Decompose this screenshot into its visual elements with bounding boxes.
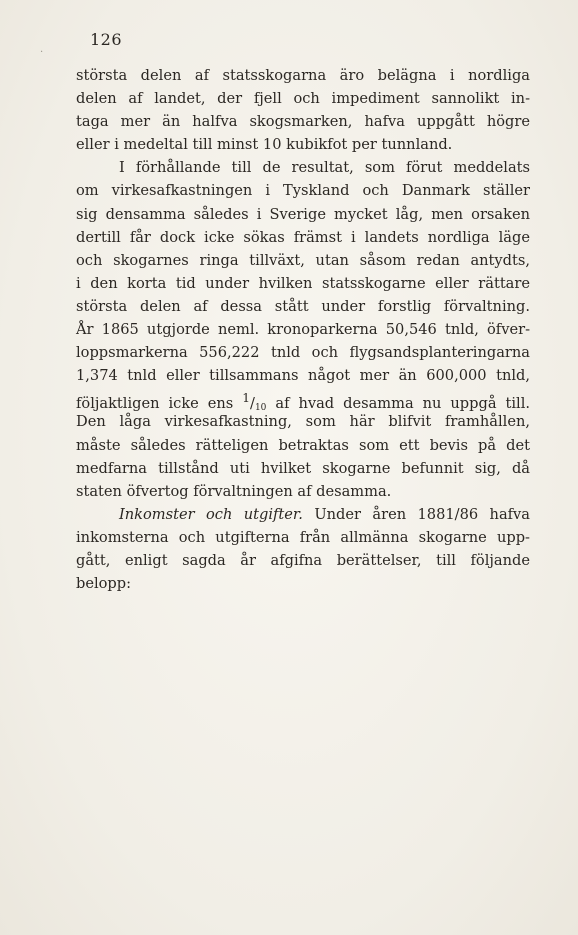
text-line: 1,374 tnld eller tillsammans något mer än 600,000 tnld,: [76, 367, 530, 385]
text-line: måste således rätteligen betraktas som ett bevis på det: [76, 436, 530, 454]
text-line: gått, enligt sagda år afgifna berättelser, till följande: [76, 551, 530, 569]
text-line: i den korta tid under hvilken statsskogarne eller rättare: [76, 274, 530, 292]
text-line: och skogarnes ringa tillväxt, utan såsom redan antydts,: [76, 251, 530, 269]
text-line: År 1865 utgjorde neml. kronoparkerna 50,546 tnld, öfver-: [76, 321, 530, 339]
text-line: eller i medeltal till minst 10 kubikfot per tunnland.: [76, 136, 453, 154]
text-fragment: Under åren 1881/86 hafva: [302, 505, 530, 523]
section-heading: Inkomster och utgifter.: [119, 505, 303, 523]
text-line: om virkesafkastningen i Tyskland och Danmark ställer: [76, 182, 530, 200]
text-fragment: följaktligen icke ens: [76, 395, 243, 413]
text-line: dertill får dock icke sökas främst i landets nordliga läge: [76, 228, 530, 246]
text-line: Den låga virkesafkastning, som här blifvit framhållen,: [76, 413, 530, 431]
text-line: I förhållande till de resultat, som förut meddelats: [119, 159, 530, 177]
text-line: största delen af dessa stått under forstlig förvaltning.: [76, 297, 530, 315]
text-line-heading: [76, 503, 530, 526]
body-text: [76, 64, 530, 595]
text-line: belopp:: [76, 575, 132, 593]
page-mark: .: [40, 44, 44, 55]
text-line: taga mer än halfva skogsmarken, hafva uppgått högre: [76, 113, 530, 131]
text-line: inkomsterna och utgifterna från allmänna skogarne upp-: [76, 528, 530, 546]
text-line: sig densamma således i Sverige mycket låg, men orsaken: [76, 205, 530, 223]
page-number: 126: [90, 30, 123, 49]
text-line: delen af landet, der fjell och impediment sannolikt in-: [76, 90, 530, 108]
fraction-denominator: 10: [254, 403, 267, 414]
text-line: medfarna tillstånd uti hvilket skogarne befunnit sig, då: [76, 459, 530, 477]
text-fragment: af hvad desamma nu uppgå till.: [266, 395, 530, 413]
text-line-fraction: följaktligen icke ens $^1/_{10}$ af hvad desamma nu uppgå till.: [76, 391, 530, 414]
text-line: loppsmarkerna 556,222 tnld och flygsandsplanteringarna: [76, 344, 530, 362]
text-line: staten öfvertog förvaltningen af desamma.: [76, 482, 392, 500]
fraction-numerator: 1: [242, 391, 251, 406]
text-line: största delen af statsskogarna äro belägna i nordliga: [76, 67, 530, 84]
